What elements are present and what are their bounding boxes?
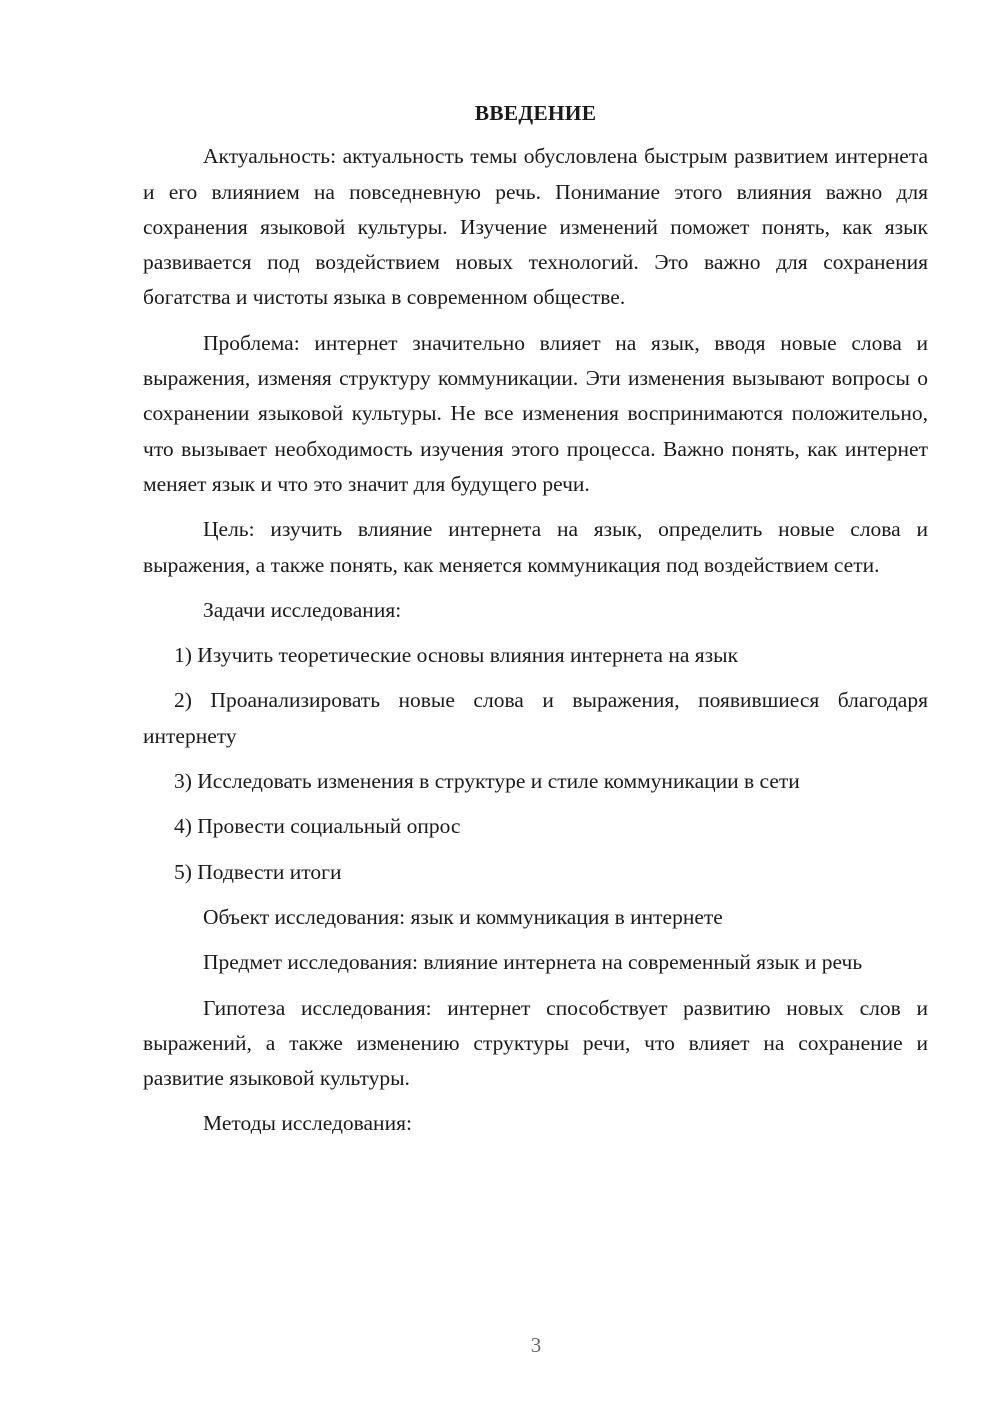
paragraph-hypothesis: Гипотеза исследования: интернет способствует развитию новых слов и выражений, а также изменению структуры речи, что влияет на сохранение и развитие языковой культуры. — [143, 995, 928, 1091]
methods-heading: Методы исследования: — [203, 1111, 412, 1136]
task-item-4: 4) Провести социальный опрос — [174, 814, 461, 839]
tasks-heading: Задачи исследования: — [203, 597, 402, 622]
paragraph-object: Объект исследования: язык и коммуникация в интернете — [203, 904, 723, 929]
paragraph-goal: Цель: изучить влияние интернета на язык, определить новые слова и выражения, а также понять, как меняется коммуникация под воздействием сети. — [143, 517, 928, 577]
paragraph-subject: Предмет исследования: влияние интернета на современный язык и речь — [203, 950, 863, 975]
task-item-5: 5) Подвести итоги — [174, 859, 342, 884]
task-item-2: 2) Проанализировать новые слова и выражения, появившиеся благодаря интернету — [143, 688, 928, 748]
section-title: ВВЕДЕНИЕ — [474, 101, 597, 125]
paragraph-relevance: Актуальность: актуальность темы обусловлена быстрым развитием интернета и его влиянием на повседневную речь. Понимание этого влияния важно для сохранения языковой культуры. Изучение изменений поможет понять, как язык развивается под воздействием новых технологий. Это важно для сохранения богатства и чистоты языка в современном обществе. — [143, 144, 928, 310]
task-item-3: 3) Исследовать изменения в структуре и стиле коммуникации в сети — [174, 769, 800, 794]
page-number: 3 — [530, 1333, 542, 1357]
document-page — [143, 96, 928, 1152]
paragraph-problem: Проблема: интернет значительно влияет на язык, вводя новые слова и выражения, изменяя структуру коммуникации. Эти изменения вызывают вопросы о сохранении языковой культуры. Не все изменения воспринимаются положительно, что вызывает необходимость изучения этого процесса. Важно понять, как интернет меняет язык и что это значит для будущего речи. — [143, 330, 928, 496]
task-item-1: 1) Изучить теоретические основы влияния интернета на язык — [174, 643, 739, 668]
